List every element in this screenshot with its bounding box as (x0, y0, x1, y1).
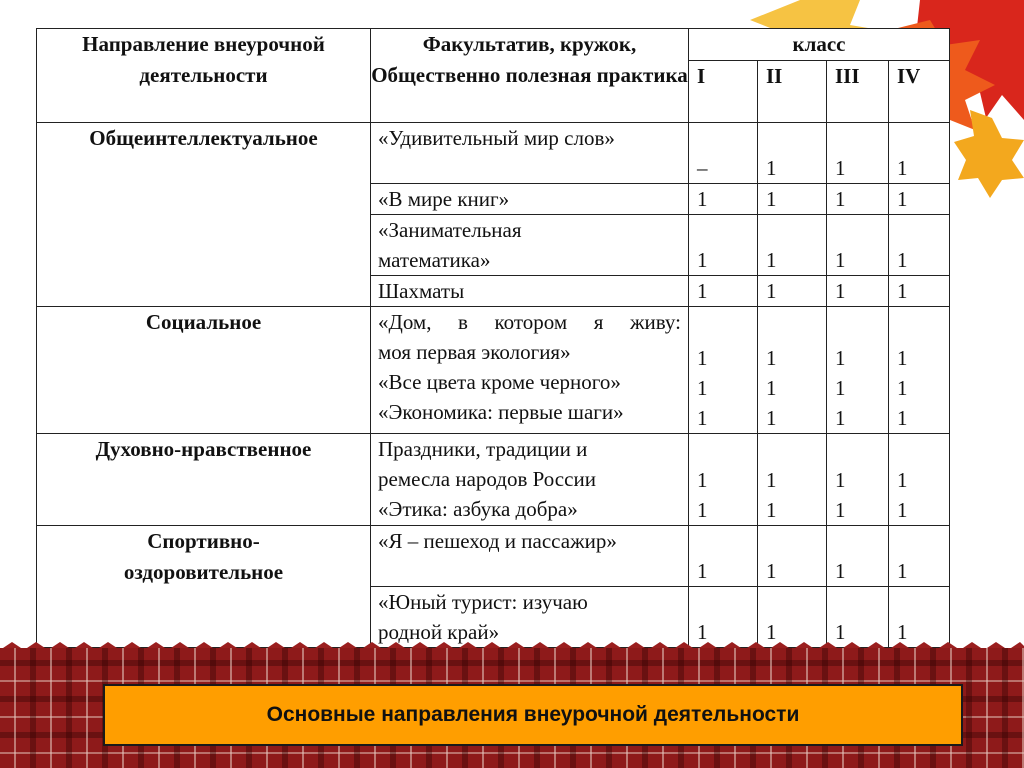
extracurricular-table (36, 28, 950, 648)
header-grade-2: II (758, 61, 827, 123)
activity-cell: «Удивительный мир слов» (371, 123, 689, 184)
value-cell: 1 (889, 215, 950, 276)
value-cell: 1 (758, 526, 827, 587)
value-cell: 1 1 1 (889, 307, 950, 434)
value-cell: 1 (689, 215, 758, 276)
table-row (37, 526, 950, 587)
value-cell: 1 (689, 184, 758, 215)
value-cell: 1 (689, 526, 758, 587)
activity-cell: «Дом, в котором я живу: моя первая экология» «Все цвета кроме черного» «Экономика: первые шаги» (371, 307, 689, 434)
header-direction: Направление внеурочной деятельности (37, 29, 371, 123)
value-cell: 1 1 1 (827, 307, 889, 434)
value-cell: 1 1 (758, 434, 827, 526)
value-cell: 1 1 1 (758, 307, 827, 434)
value-cell: 1 (689, 587, 758, 648)
value-cell: 1 (889, 276, 950, 307)
header-grade-3: III (827, 61, 889, 123)
value-cell: 1 (827, 184, 889, 215)
value-cell: 1 (758, 123, 827, 184)
value-cell: 1 1 (689, 434, 758, 526)
direction-cell: Социальное (37, 307, 371, 434)
value-cell: 1 (827, 123, 889, 184)
footer-title-bar (103, 684, 963, 746)
value-cell: 1 1 (827, 434, 889, 526)
value-cell: – (689, 123, 758, 184)
activity-cell: «В мире книг» (371, 184, 689, 215)
direction-cell: Общеинтеллектуальное (37, 123, 371, 307)
value-cell: 1 (889, 184, 950, 215)
value-cell: 1 (758, 184, 827, 215)
table-row (37, 123, 950, 184)
direction-cell: Спортивно-оздоровительное (37, 526, 371, 648)
activity-cell: Шахматы (371, 276, 689, 307)
table-row (37, 434, 950, 526)
value-cell: 1 1 (889, 434, 950, 526)
value-cell: 1 (827, 215, 889, 276)
value-cell: 1 (689, 276, 758, 307)
header-grade-4: IV (889, 61, 950, 123)
header-class: класс (689, 29, 950, 61)
value-cell: 1 (889, 123, 950, 184)
header-grade-1: I (689, 61, 758, 123)
value-cell: 1 (758, 587, 827, 648)
activity-cell: «Я – пешеход и пассажир» (371, 526, 689, 587)
value-cell: 1 (758, 215, 827, 276)
value-cell: 1 (758, 276, 827, 307)
header-activity: Факультатив, кружок, Общественно полезная практика (371, 29, 689, 123)
value-cell: 1 (889, 526, 950, 587)
value-cell: 1 (889, 587, 950, 648)
value-cell: 1 1 1 (689, 307, 758, 434)
value-cell: 1 (827, 587, 889, 648)
footer-title: Основные направления внеурочной деятельности (266, 703, 800, 726)
table-row (37, 307, 950, 434)
value-cell: 1 (827, 276, 889, 307)
value-cell: 1 (827, 526, 889, 587)
activity-cell: «Юный турист: изучаю родной край» (371, 587, 689, 648)
activity-cell: Праздники, традиции и ремесла народов России «Этика: азбука добра» (371, 434, 689, 526)
activity-cell: «Занимательная математика» (371, 215, 689, 276)
direction-cell: Духовно-нравственное (37, 434, 371, 526)
